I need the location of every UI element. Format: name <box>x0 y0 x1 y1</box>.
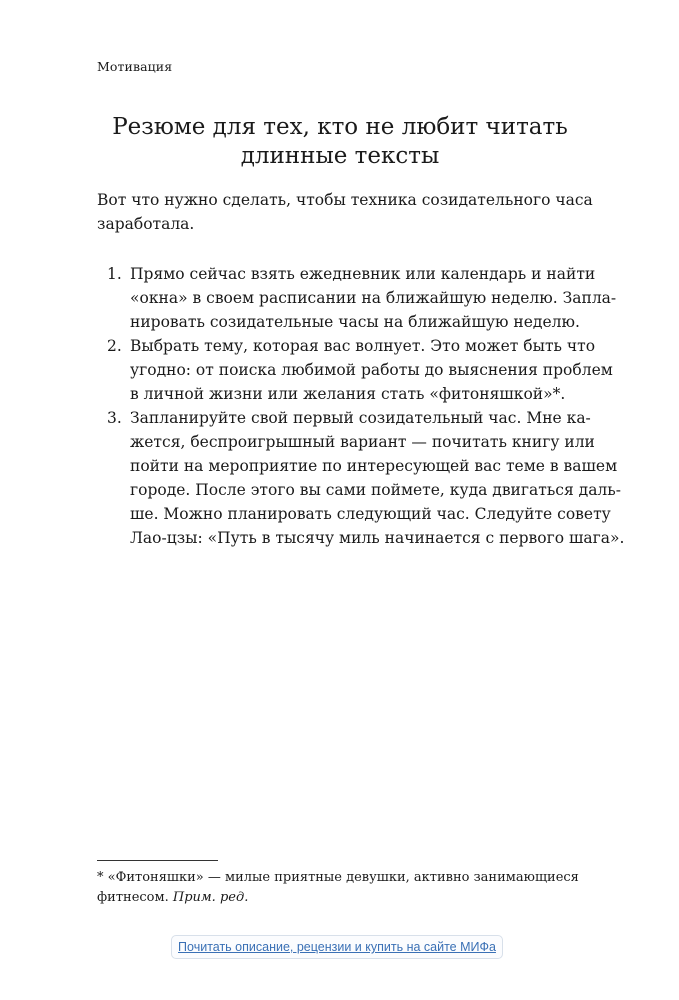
step-line: «окна» в своем расписании на ближайшую неделю. Запла- <box>130 289 617 307</box>
step-line: Прямо сейчас взять ежедневник или календарь и найти <box>130 265 596 283</box>
footnote-divider <box>97 860 218 861</box>
step-line: в личной жизни или желания стать «фитоняшкой»*. <box>130 385 566 403</box>
step-text <box>130 262 617 334</box>
chapter-title <box>97 113 583 171</box>
editor-note: Прим. ред. <box>172 890 249 905</box>
footnote-line: * «Фитоняшки» — милые приятные девушки, активно занимающиеся <box>97 870 579 885</box>
step-line: пойти на мероприятие по интересующей вас теме в вашем <box>130 457 618 475</box>
step-line: ше. Можно планировать следующий час. Следуйте совету <box>130 505 611 523</box>
step-line: жется, беспроигрышный вариант — почитать книгу или <box>130 433 595 451</box>
step-number: 3. <box>107 409 122 427</box>
step-text <box>130 334 617 406</box>
footnote-text: фитнесом. <box>97 890 173 905</box>
buy-book-link[interactable]: Почитать описание, рецензии и купить на сайте МИФа <box>171 935 503 959</box>
list-item <box>97 334 617 406</box>
chapter-title-line: длинные тексты <box>240 143 440 169</box>
list-item <box>97 262 617 334</box>
step-number: 2. <box>107 337 122 355</box>
list-item <box>97 406 625 550</box>
step-line: Лао-цзы: «Путь в тысячу миль начинается с первого шага». <box>130 529 625 547</box>
step-text <box>130 406 625 550</box>
footnote-line <box>97 888 597 908</box>
intro-line: заработала. <box>97 215 195 233</box>
chapter-title-line: Резюме для тех, кто не любит читать <box>112 114 568 140</box>
footnote <box>97 868 597 908</box>
step-line: городе. После этого вы сами поймете, куда двигаться даль- <box>130 481 621 499</box>
step-line: нировать созидательные часы на ближайшую неделю. <box>130 313 580 331</box>
step-number: 1. <box>107 265 122 283</box>
running-head: Мотивация <box>97 59 173 74</box>
intro-line: Вот что нужно сделать, чтобы техника созидательного часа <box>97 191 593 209</box>
step-line: угодно: от поиска любимой работы до выяснения проблем <box>130 361 613 379</box>
intro-paragraph <box>97 188 597 236</box>
step-line: Выбрать тему, которая вас волнует. Это может быть что <box>130 337 596 355</box>
step-line: Запланируйте свой первый созидательный час. Мне ка- <box>130 409 591 427</box>
steps-list <box>97 262 625 550</box>
